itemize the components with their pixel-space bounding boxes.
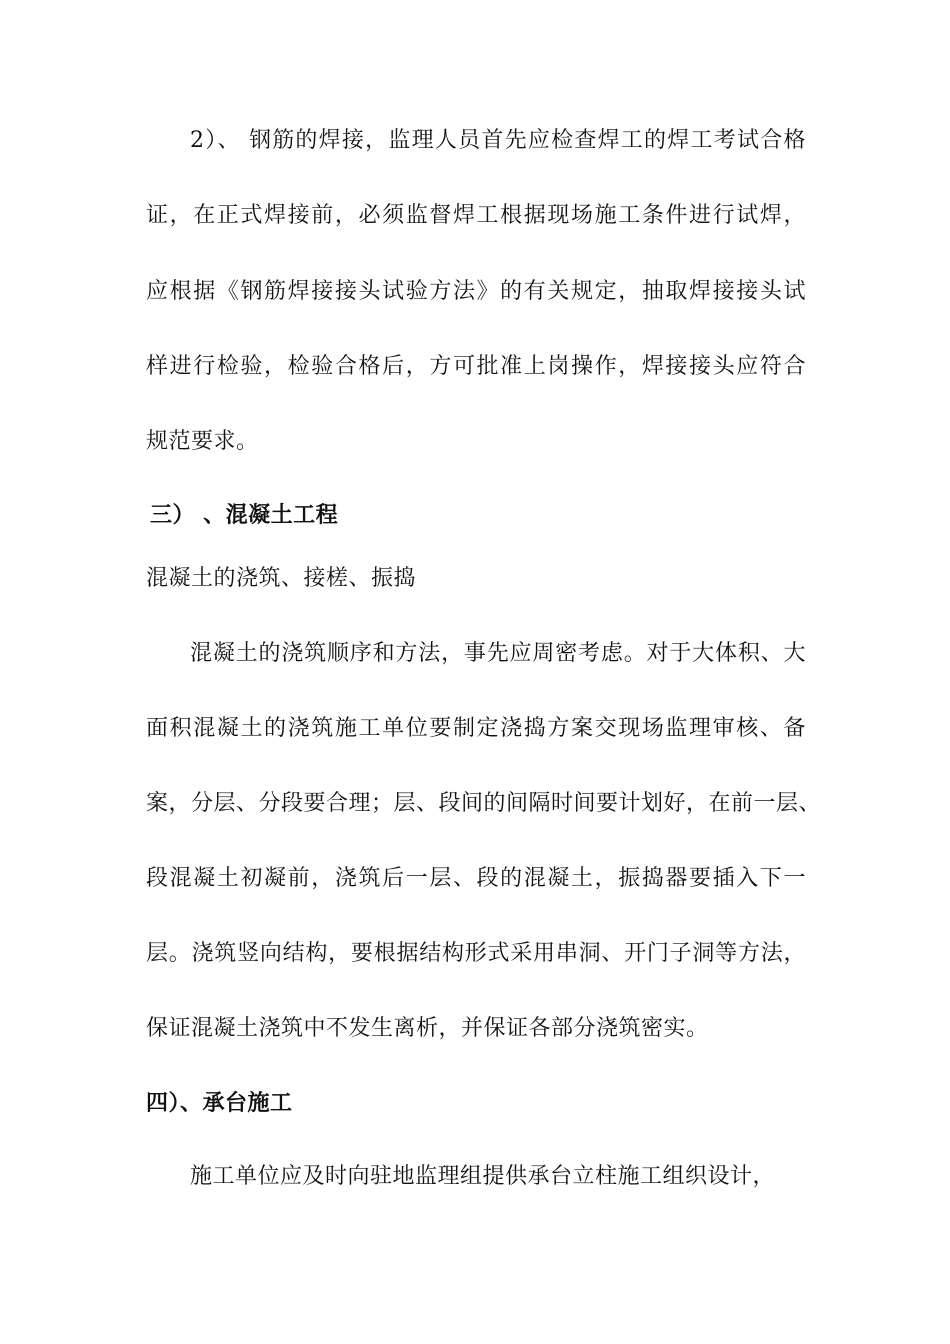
- paragraph-line: 应根据《钢筋焊接接头试验方法》的有关规定，抽取焊接接头试: [146, 279, 806, 304]
- paragraph-line: 层。浇筑竖向结构，要根据结构形式采用串洞、开门子洞等方法，: [146, 941, 806, 966]
- paragraph-line: 样进行检验，检验合格后，方可批准上岗操作，焊接接头应符合: [146, 354, 806, 379]
- paragraph-line: 规范要求。: [146, 429, 259, 454]
- paragraph-line: 面积混凝土的浇筑施工单位要制定浇捣方案交现场监理审核、备: [146, 716, 806, 741]
- paragraph-line: 案，分层、分段要合理；层、段间的间隔时间要计划好，在前一层、: [146, 791, 822, 816]
- paragraph-line: 证，在正式焊接前，必须监督焊工根据现场施工条件进行试焊，: [146, 203, 806, 228]
- section-heading-3: 三） 、混凝土工程: [150, 502, 339, 528]
- paragraph-line: 保证混凝土浇筑中不发生离析，并保证各部分浇筑密实。: [146, 1016, 709, 1041]
- paragraph-line: 段混凝土初凝前，浇筑后一层、段的混凝土，振捣器要插入下一: [146, 866, 806, 891]
- paragraph-line: 混凝土的浇筑顺序和方法，事先应周密考虑。对于大体积、大: [190, 641, 806, 666]
- paragraph-line: 2）、 钢筋的焊接，监理人员首先应检查焊工的焊工考试合格: [190, 128, 806, 153]
- section-heading-4: 四）、承台施工: [146, 1090, 293, 1116]
- subheading-3: 混凝土的浇筑、接槎、振捣: [146, 566, 417, 591]
- paragraph-line: 施工单位应及时向驻地监理组提供承台立柱施工组织设计，: [190, 1164, 776, 1189]
